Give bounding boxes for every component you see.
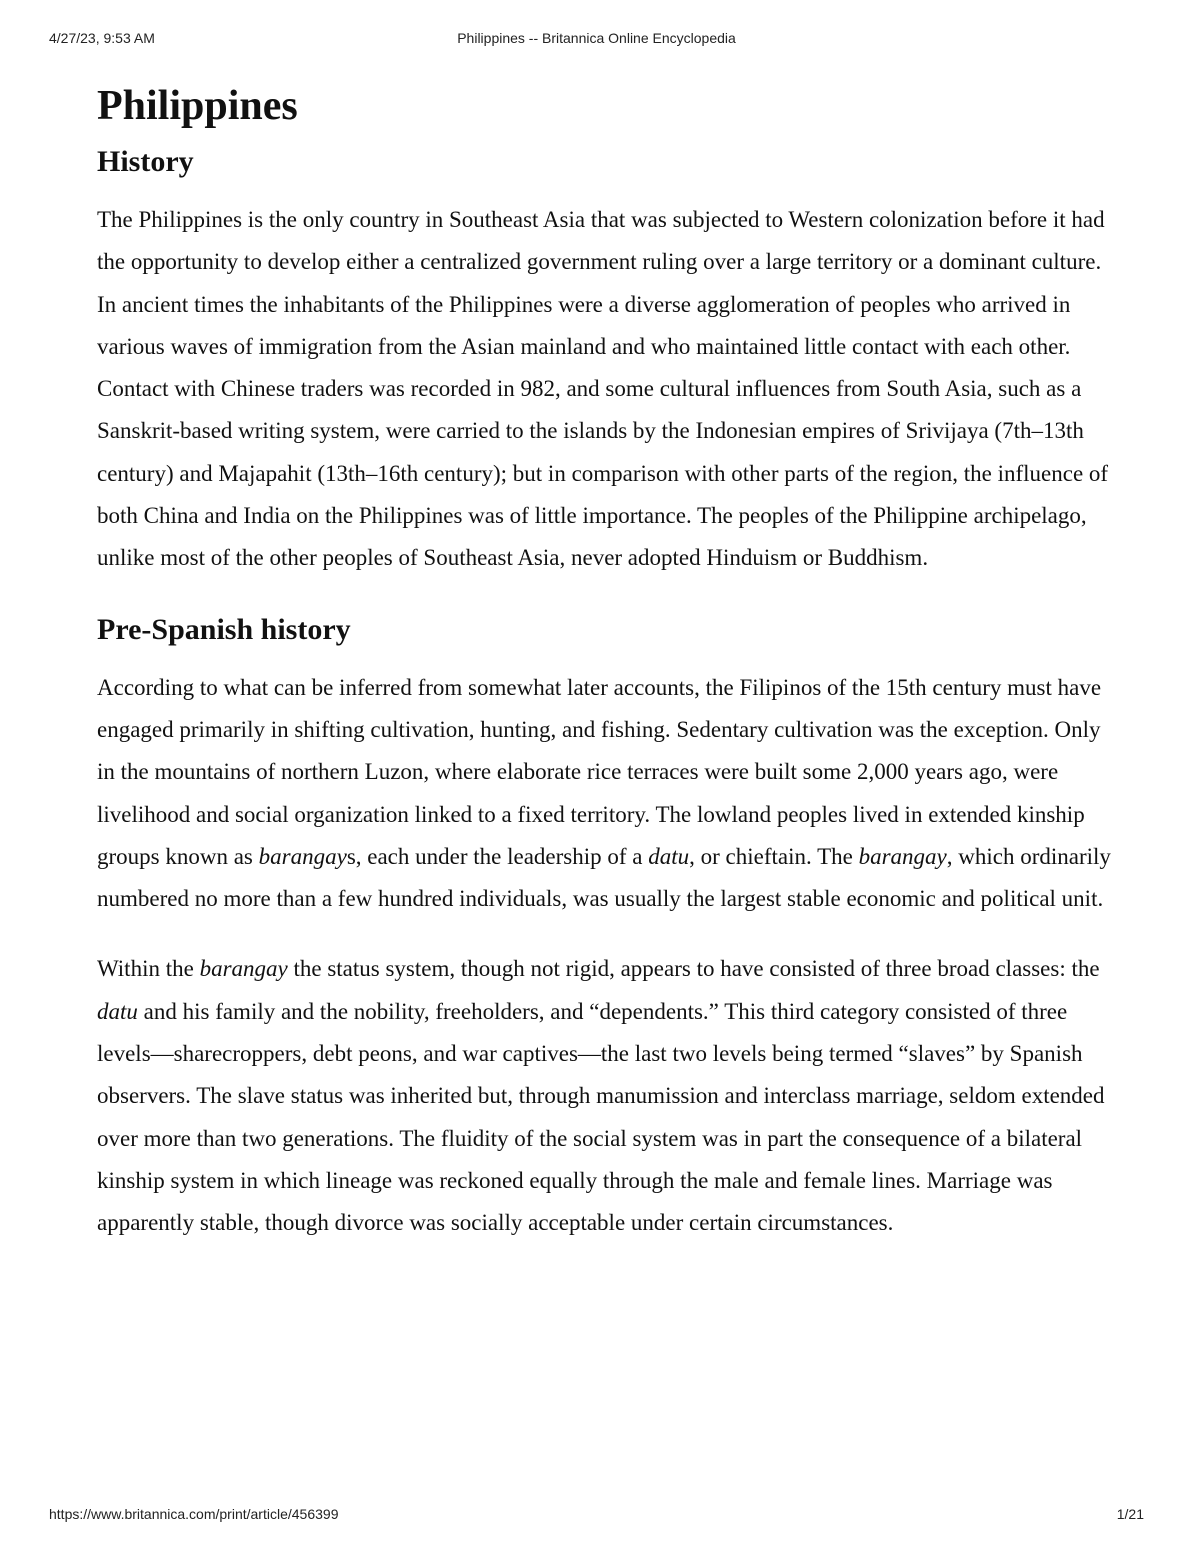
italic-term: datu xyxy=(648,843,690,869)
section-heading-pre-spanish: Pre-Spanish history xyxy=(97,612,351,646)
pre-spanish-paragraph-2 xyxy=(97,948,1112,1244)
italic-term: barangay xyxy=(858,843,947,869)
print-footer xyxy=(49,1506,1144,1526)
italic-term: datu xyxy=(97,998,138,1024)
text-run: According to what can be inferred from somewhat later accounts, the Filipinos of the 15th century must have engaged primarily in shifting cultivation, hunting, and fishing. Sedentary cultivation was the exception. Only in the mountains of northern Luzon, where elaborate rice terraces were built some 2,000 years ago, were livelihood and social organization linked to a fixed territory. The lowland peoples lived in extended kinship groups known as xyxy=(97,674,1102,869)
print-timestamp: 4/27/23, 9:53 AM xyxy=(49,30,155,46)
text-run: the status system, though not rigid, appears to have consisted of three broad classes: the xyxy=(287,956,1100,982)
article-body xyxy=(97,78,1112,1273)
text-run: , or chieftain. The xyxy=(689,843,859,869)
print-url: https://www.britannica.com/print/article/456399 xyxy=(49,1506,339,1522)
text-run: s, each under the leadership of a xyxy=(346,843,649,869)
italic-term: barangay xyxy=(258,843,347,869)
italic-term: barangay xyxy=(199,956,288,982)
article-title: Philippines xyxy=(97,83,298,129)
section-heading-history: History xyxy=(97,145,194,178)
print-page-number: 1/21 xyxy=(1116,1506,1144,1522)
text-run: and his family and the nobility, freeholders, and “dependents.” This third category consisted of three levels—sharecroppers, debt peons, and war captives—the last two levels being termed “slaves” by Spanish observers. The slave status was inherited but, through manumission and interclass marriage, seldom extended over more than two generations. The fluidity of the social system was in part the consequence of a bilateral kinship system in which lineage was reckoned equally through the male and female lines. Marriage was apparently stable, though divorce was socially acceptable under certain circumstances. xyxy=(97,998,1105,1236)
pre-spanish-paragraph-1 xyxy=(97,667,1112,921)
history-paragraph: The Philippines is the only country in Southeast Asia that was subjected to Western colonization before it had the opportunity to develop either a centralized government ruling over a large territory or a dominant culture. In ancient times the inhabitants of the Philippines were a diverse agglomeration of peoples who arrived in various waves of immigration from the Asian mainland and who maintained little contact with each other. Contact with Chinese traders was recorded in 982, and some cultural influences from South Asia, such as a Sanskrit-based writing system, were carried to the islands by the Indonesian empires of Srivijaya (7th–13th century) and Majapahit (13th–16th century); but in comparison with other parts of the region, the influence of both China and India on the Philippines was of little importance. The peoples of the Philippine archipelago, unlike most of the other peoples of Southeast Asia, never adopted Hinduism or Buddhism. xyxy=(97,207,1109,571)
print-header xyxy=(49,30,1144,50)
text-run: , which ordinarily numbered no more than a few hundred individuals, was usually the largest stable economic and political unit. xyxy=(97,843,1111,912)
print-page-title: Philippines -- Britannica Online Encyclopedia xyxy=(457,30,736,46)
text-run: Within the xyxy=(97,956,200,982)
